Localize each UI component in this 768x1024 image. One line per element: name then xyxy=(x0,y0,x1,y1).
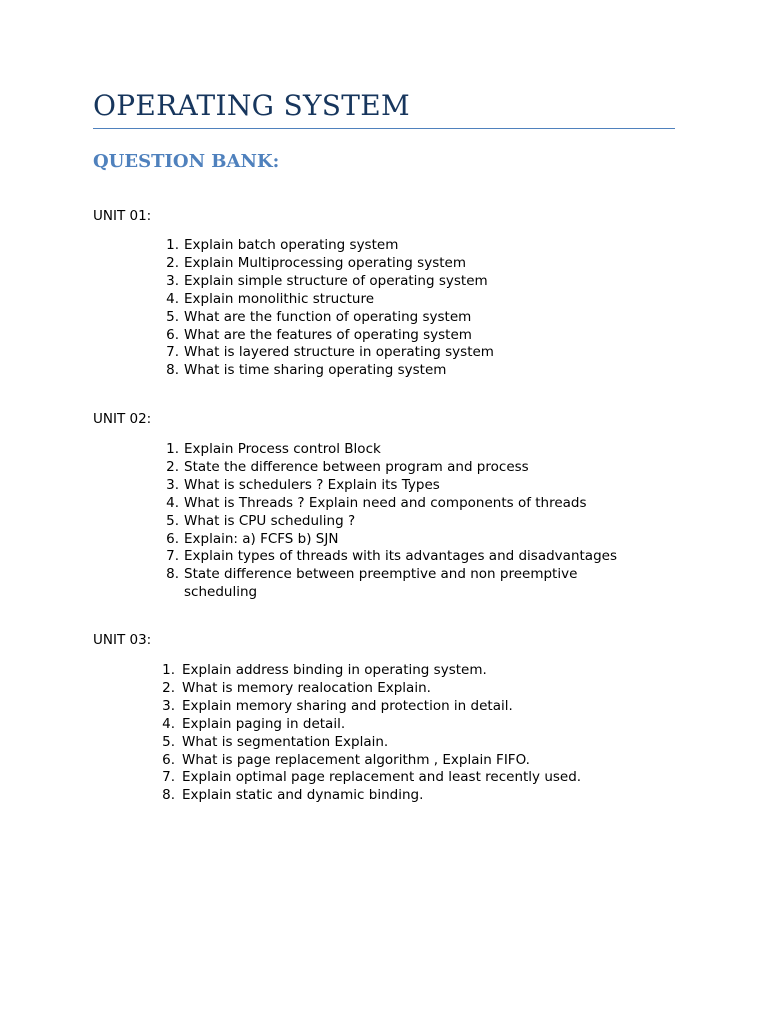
item-number: 7. xyxy=(166,344,179,361)
item-number: 6. xyxy=(162,751,175,768)
item-number: 4. xyxy=(166,290,179,307)
question-list xyxy=(161,441,651,602)
item-number: 6. xyxy=(166,530,179,547)
unit-heading: UNIT 03: xyxy=(93,632,152,648)
list-item xyxy=(161,495,651,513)
item-number: 1. xyxy=(166,441,179,457)
item-number: 5. xyxy=(162,733,175,750)
item-number: 3. xyxy=(166,272,179,289)
list-item xyxy=(157,680,657,698)
list-item xyxy=(157,734,657,752)
item-text: What is time sharing operating system xyxy=(184,362,447,379)
list-item xyxy=(161,273,651,291)
item-number: 1. xyxy=(166,237,179,253)
item-number: 6. xyxy=(166,326,179,343)
list-item xyxy=(161,327,651,345)
list-item xyxy=(161,344,651,362)
item-text: Explain types of threads with its advantages and disadvantages xyxy=(184,548,617,565)
item-text: Explain simple structure of operating system xyxy=(184,272,488,289)
item-number: 8. xyxy=(166,566,179,583)
list-item xyxy=(157,752,657,770)
item-text: Explain paging in detail. xyxy=(182,715,346,732)
document-title: OPERATING SYSTEM xyxy=(93,89,410,122)
list-item xyxy=(161,513,651,531)
item-text: What is layered structure in operating system xyxy=(184,344,494,361)
item-number: 2. xyxy=(162,679,175,696)
list-item xyxy=(161,459,651,477)
question-list xyxy=(157,662,657,805)
list-item xyxy=(161,441,651,459)
item-text: What is memory realocation Explain. xyxy=(182,679,431,696)
list-item xyxy=(161,477,651,495)
item-number: 7. xyxy=(162,769,175,786)
list-item xyxy=(161,362,651,380)
list-item xyxy=(161,531,651,549)
item-number: 4. xyxy=(162,715,175,732)
list-item xyxy=(157,716,657,734)
item-number: 2. xyxy=(166,458,179,475)
item-text: Explain monolithic structure xyxy=(184,290,375,307)
item-number: 8. xyxy=(166,362,179,379)
item-text: What are the features of operating system xyxy=(184,326,472,343)
list-item xyxy=(157,787,657,805)
item-number: 4. xyxy=(166,494,179,511)
list-item xyxy=(161,291,651,309)
list-item xyxy=(157,769,657,787)
question-list xyxy=(161,237,651,380)
document-subtitle: QUESTION BANK: xyxy=(93,151,280,172)
list-item xyxy=(161,566,651,602)
list-item xyxy=(161,309,651,327)
item-text: State difference between preemptive and non preemptive scheduling xyxy=(184,566,578,601)
list-item xyxy=(161,255,651,273)
item-text: Explain memory sharing and protection in detail. xyxy=(182,697,513,714)
item-text: What are the function of operating system xyxy=(184,308,472,325)
item-number: 3. xyxy=(166,476,179,493)
list-item xyxy=(157,662,657,680)
item-number: 8. xyxy=(162,787,175,804)
item-number: 1. xyxy=(162,662,175,678)
item-text: What is CPU scheduling ? xyxy=(184,512,356,529)
unit-heading: UNIT 01: xyxy=(93,208,152,224)
title-underline-rule xyxy=(93,128,675,129)
item-text: What is Threads ? Explain need and components of threads xyxy=(184,494,587,511)
item-text: Explain Multiprocessing operating system xyxy=(184,254,466,271)
item-text: Explain address binding in operating system. xyxy=(182,662,487,678)
item-text: Explain batch operating system xyxy=(184,237,399,253)
item-text: State the difference between program and process xyxy=(184,458,529,475)
list-item xyxy=(161,548,651,566)
list-item xyxy=(157,698,657,716)
item-number: 5. xyxy=(166,308,179,325)
item-text: What is schedulers ? Explain its Types xyxy=(184,476,440,493)
unit-heading: UNIT 02: xyxy=(93,411,152,427)
item-text: Explain: a) FCFS b) SJN xyxy=(184,530,339,547)
item-number: 2. xyxy=(166,254,179,271)
list-item xyxy=(161,237,651,255)
item-text: What is page replacement algorithm , Explain FIFO. xyxy=(182,751,530,768)
item-number: 3. xyxy=(162,697,175,714)
item-text: Explain static and dynamic binding. xyxy=(182,787,424,804)
item-text: Explain optimal page replacement and least recently used. xyxy=(182,769,582,786)
item-number: 5. xyxy=(166,512,179,529)
item-text: What is segmentation Explain. xyxy=(182,733,389,750)
item-number: 7. xyxy=(166,548,179,565)
item-text: Explain Process control Block xyxy=(184,441,381,457)
